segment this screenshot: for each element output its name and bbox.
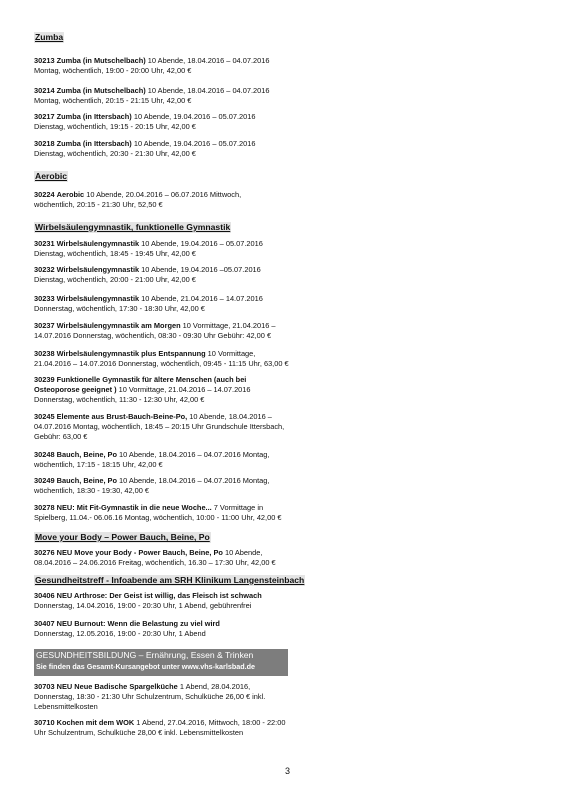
course-title: Bauch, Beine, Po — [56, 450, 117, 459]
entry-line-2: 04.07.2016 Montag, wöchentlich, 18:45 – 20:15 Uhr Grundschule Ittersbach, — [34, 422, 285, 431]
course-code: 30237 — [34, 321, 55, 330]
course-code: 30245 — [34, 412, 55, 421]
course-details: 10 Abende, 20.04.2016 – 06.07.2016 Mittwoch, — [84, 190, 242, 199]
entry-line-2: Donnerstag, wöchentlich, 17:30 - 18:30 Uhr, 42,00 € — [34, 304, 205, 313]
course-details: 1 Abend, 27.04.2016, Mittwoch, 18:00 - 22:00 — [134, 718, 286, 727]
course-title: Zumba (in Ittersbach) — [56, 112, 132, 121]
entry-line-2: Donnerstag, 14.04.2016, 19:00 - 20:30 Uhr, 1 Abend, gebührenfrei — [34, 601, 252, 610]
course-code: 30278 — [34, 503, 55, 512]
section-banner-gesundheitsbildung — [34, 649, 288, 676]
course-entry-30231 — [34, 239, 294, 259]
entry-line-2: Montag, wöchentlich, 19:00 - 20:00 Uhr, 42,00 € — [34, 66, 192, 75]
entry-line-1 — [34, 112, 294, 122]
course-title: Wirbelsäulengymnastik plus Entspannung — [56, 349, 206, 358]
page-number: 3 — [285, 766, 291, 776]
course-entry-30213 — [34, 56, 294, 76]
entry-line-2: Dienstag, wöchentlich, 18:45 - 19:45 Uhr, 42,00 € — [34, 249, 196, 258]
entry-line-1 — [34, 139, 294, 149]
course-entry-30248 — [34, 450, 294, 470]
course-entry-30239 — [34, 375, 294, 405]
course-entry-30218 — [34, 139, 294, 159]
entry-line-2: 08.04.2016 – 24.06.2016 Freitag, wöchentlich, 16.30 – 17:30 Uhr, 42,00 € — [34, 558, 276, 567]
course-code: 30406 — [34, 591, 55, 600]
section-heading-gesundheitstreff: Gesundheitstreff - Infoabende am SRH Klinikum Langensteinbach — [35, 575, 305, 585]
course-title: NEU Arthrose: Der Geist ist willig, das Fleisch ist schwach — [56, 591, 262, 600]
course-title-continued: Osteoporose geeignet ) — [34, 385, 117, 394]
banner-subtitle: Sie finden das Gesamt-Kursangebot unter www.vhs-karlsbad.de — [36, 662, 256, 671]
course-details: 10 Abende, 18.04.2016 – 04.07.2016 Montag, — [117, 476, 270, 485]
course-code: 30233 — [34, 294, 55, 303]
entry-line-2: Dienstag, wöchentlich, 20:30 - 21:30 Uhr, 42,00 € — [34, 149, 196, 158]
course-title: Zumba (in Mutschelbach) — [56, 56, 146, 65]
entry-line-1 — [34, 591, 294, 601]
entry-line-1 — [34, 239, 294, 249]
course-details: 10 Vormittage, 21.04.2016 – — [180, 321, 276, 330]
course-code: 30214 — [34, 86, 55, 95]
section-heading-zumba: Zumba — [35, 32, 64, 42]
course-details: 10 Abende, 18.04.2016 – 04.07.2016 — [145, 56, 270, 65]
course-entry-30278 — [34, 503, 294, 523]
course-details: 10 Abende, — [222, 548, 263, 557]
course-title: Wirbelsäulengymnastik am Morgen — [56, 321, 181, 330]
entry-line-1 — [34, 718, 294, 728]
course-details: 10 Abende, 21.04.2016 – 14.07.2016 — [139, 294, 263, 303]
entry-line-2: Dienstag, wöchentlich, 20:00 - 21:00 Uhr, 42,00 € — [34, 275, 196, 284]
course-code: 30218 — [34, 139, 55, 148]
entry-line-1 — [34, 321, 294, 331]
course-details: 10 Abende, 18.04.2016 – — [187, 412, 272, 421]
course-entry-30233 — [34, 294, 294, 314]
entry-line-1 — [34, 56, 294, 66]
entry-line-2: Dienstag, wöchentlich, 19:15 - 20:15 Uhr, 42,00 € — [34, 122, 196, 131]
course-details: 10 Vormittage, 21.04.2016 – 14.07.2016 — [116, 385, 251, 394]
entry-line-1 — [34, 375, 294, 385]
course-title: Wirbelsäulengymnastik — [56, 239, 140, 248]
course-entry-30407 — [34, 619, 294, 639]
entry-line-2: wöchentlich, 20:15 - 21:30 Uhr, 52,50 € — [34, 200, 163, 209]
entry-line-1 — [34, 476, 294, 486]
course-entry-30710 — [34, 718, 294, 738]
course-entry-30406 — [34, 591, 294, 611]
course-entry-30217 — [34, 112, 294, 132]
entry-line-1 — [34, 349, 294, 359]
course-code: 30231 — [34, 239, 55, 248]
course-code: 30703 — [34, 682, 55, 691]
course-title: Aerobic — [56, 190, 85, 199]
entry-line-3: Donnerstag, wöchentlich, 11:30 - 12:30 Uhr, 42,00 € — [34, 395, 205, 404]
entry-line-1 — [34, 265, 294, 275]
entry-line-1 — [34, 450, 294, 460]
entry-line-2: Spielberg, 11.04.- 06.06.16 Montag, wöchentlich, 10:00 - 11:00 Uhr, 42,00 € — [34, 513, 282, 522]
course-code: 30239 — [34, 375, 55, 384]
entry-line-2 — [34, 385, 294, 395]
course-entry-30245 — [34, 412, 294, 442]
course-entry-30249 — [34, 476, 294, 496]
course-details: 10 Abende, 19.04.2016 – 05.07.2016 — [139, 239, 263, 248]
course-details: 10 Abende, 18.04.2016 – 04.07.2016 Montag, — [117, 450, 270, 459]
banner-title: GESUNDHEITSBILDUNG – Ernährung, Essen & Trinken — [36, 650, 254, 660]
course-details: 10 Abende, 18.04.2016 – 04.07.2016 — [145, 86, 270, 95]
course-details: 1 Abend, 28.04.2016, — [177, 682, 251, 691]
course-details: 10 Abende, 19.04.2016 – 05.07.2016 — [131, 112, 256, 121]
entry-line-2: wöchentlich, 18:30 - 19:30, 42,00 € — [34, 486, 150, 495]
course-title: Wirbelsäulengymnastik — [56, 294, 140, 303]
course-entry-30214 — [34, 86, 294, 106]
entry-line-1 — [34, 190, 294, 200]
course-code: 30213 — [34, 56, 55, 65]
course-title: Zumba (in Mutschelbach) — [56, 86, 146, 95]
entry-line-1 — [34, 294, 294, 304]
course-entry-30224 — [34, 190, 294, 210]
entry-line-3: Gebühr: 63,00 € — [34, 432, 88, 441]
course-details: 10 Abende, 19.04.2016 –05.07.2016 — [139, 265, 261, 274]
course-code: 30238 — [34, 349, 55, 358]
entry-line-1 — [34, 682, 294, 692]
section-heading-aerobic: Aerobic — [35, 171, 67, 181]
entry-line-2: wöchentlich, 17:15 - 18:15 Uhr, 42,00 € — [34, 460, 163, 469]
entry-line-2: 14.07.2016 Donnerstag, wöchentlich, 08:30 - 09:30 Uhr Gebühr: 42,00 € — [34, 331, 272, 340]
section-heading-move-your-body: Move your Body – Power Bauch, Beine, Po — [35, 532, 210, 542]
course-title: Bauch, Beine, Po — [56, 476, 117, 485]
course-code: 30249 — [34, 476, 55, 485]
course-code: 30232 — [34, 265, 55, 274]
course-entry-30238 — [34, 349, 294, 369]
course-title: Wirbelsäulengymnastik — [56, 265, 140, 274]
course-title: Elemente aus Brust-Bauch-Beine-Po, — [56, 412, 188, 421]
course-entry-30232 — [34, 265, 294, 285]
entry-line-1 — [34, 503, 294, 513]
course-details: 10 Abende, 19.04.2016 – 05.07.2016 — [131, 139, 256, 148]
course-details: 10 Vormittage, — [205, 349, 256, 358]
course-code: 30248 — [34, 450, 55, 459]
section-heading-wirbelsaeule: Wirbelsäulengymnastik, funktionelle Gymnastik — [35, 222, 231, 232]
course-title: Kochen mit dem WOK — [56, 718, 135, 727]
course-title: NEU Move your Body - Power Bauch, Beine, Po — [56, 548, 223, 557]
course-entry-30703 — [34, 682, 294, 712]
course-title: NEU Burnout: Wenn die Belastung zu viel wird — [56, 619, 220, 628]
course-title: Zumba (in Ittersbach) — [56, 139, 132, 148]
entry-line-3: Lebensmittelkosten — [34, 702, 98, 711]
course-entry-30237 — [34, 321, 294, 341]
entry-line-2: Donnerstag, 18:30 - 21:30 Uhr Schulzentrum, Schulküche 26,00 € inkl. — [34, 692, 266, 701]
course-title: NEU Neue Badische Spargelküche — [56, 682, 178, 691]
course-code: 30407 — [34, 619, 55, 628]
course-title: NEU: Mit Fit-Gymnastik in die neue Woche... — [56, 503, 212, 512]
entry-line-1 — [34, 548, 294, 558]
course-code: 30276 — [34, 548, 55, 557]
entry-line-1 — [34, 86, 294, 96]
entry-line-1 — [34, 412, 294, 422]
entry-line-2: Donnerstag, 12.05.2016, 19:00 - 20:30 Uhr, 1 Abend — [34, 629, 206, 638]
entry-line-2: 21.04.2016 – 14.07.2016 Donnerstag, wöchentlich, 09:45 - 11:15 Uhr, 63,00 € — [34, 359, 289, 368]
entry-line-2: Montag, wöchentlich, 20:15 - 21:15 Uhr, 42,00 € — [34, 96, 192, 105]
course-entry-30276 — [34, 548, 294, 568]
course-code: 30710 — [34, 718, 55, 727]
course-code: 30224 — [34, 190, 55, 199]
entry-line-1 — [34, 619, 294, 629]
entry-line-2: Uhr Schulzentrum, Schulküche 28,00 € inkl. Lebensmittelkosten — [34, 728, 244, 737]
course-details: 7 Vormittage in — [211, 503, 264, 512]
course-title: Funktionelle Gymnastik für ältere Menschen (auch bei — [56, 375, 247, 384]
course-code: 30217 — [34, 112, 55, 121]
